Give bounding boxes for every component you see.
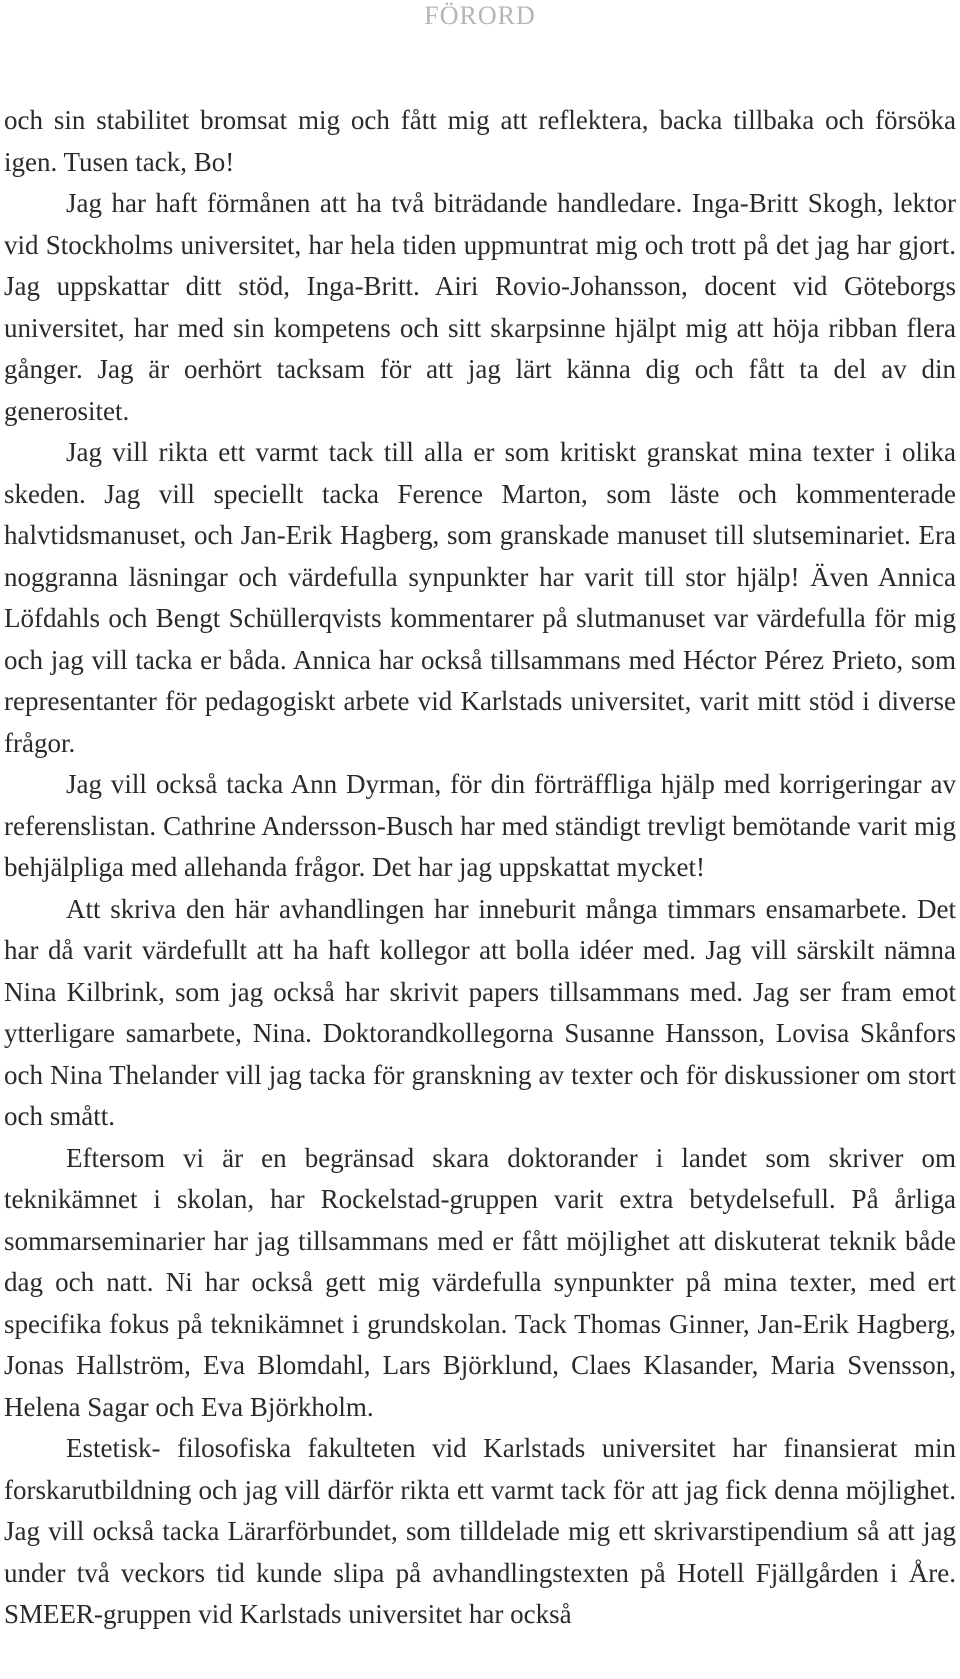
paragraph: Jag vill rikta ett varmt tack till alla er som kritiskt granskat mina texter i olika skeden. Jag vill speciellt tacka Ference Marton, som läste och kommenterade halvtidsmanuset, och Jan-Erik Hagberg, som granskade manuset till slutseminariet. Era noggranna läsningar och värdefulla synpunkter har varit till stor hjälp! Även Annica Löfdahls och Bengt Schüllerqvists kommentarer på slutmanuset var värdefulla för mig och jag vill tacka er båda. Annica har också tillsammans med Héctor Pérez Prieto, som representanter för pedagogiskt arbete vid Karlstads universitet, varit mitt stöd i diverse frågor. <box>4 437 956 758</box>
body-text <box>4 100 956 1636</box>
paragraph: Jag vill också tacka Ann Dyrman, för din förträffliga hjälp med korrigeringar av referenslistan. Cathrine Andersson-Busch har med ständigt trevligt bemötande varit mig behjälpliga med allehanda frågor. Det har jag uppskattat mycket! <box>4 769 956 882</box>
running-head: FÖRORD <box>424 1 536 30</box>
paragraph: Estetisk- filosofiska fakulteten vid Karlstads universitet har finansierat min forskarutbildning och jag vill därför rikta ett varmt tack för att jag fick denna möjlighet. Jag vill också tacka Lärarförbundet, som tilldelade mig ett skrivarstipendium så att jag under två veckors tid kunde slipa på avhandlingstexten på Hotell Fjällgården i Åre. SMEER-gruppen vid Karlstads universitet har också <box>4 1433 956 1629</box>
paragraph: Att skriva den här avhandlingen har inneburit många timmars ensamarbete. Det har då varit värdefullt att ha haft kollegor att bolla idéer med. Jag vill särskilt nämna Nina Kilbrink, som jag också har skrivit papers tillsammans med. Jag ser fram emot ytterligare samarbete, Nina. Doktorandkollegorna Susanne Hansson, Lovisa Skånfors och Nina Thelander vill jag tacka för granskning av texter och för diskussioner om stort och smått. <box>4 893 956 1131</box>
paragraph: Jag har haft förmånen att ha två biträdande handledare. Inga-Britt Skogh, lektor vid Stockholms universitet, har hela tiden uppmuntrat mig och trott på det jag har gjort. Jag uppskattar ditt stöd, Inga-Britt. Airi Rovio-Johansson, docent vid Göteborgs universitet, har med sin kompetens och sitt skarpsinne hjälpt mig att höja ribban flera gånger. Jag är oerhört tacksam för att jag lärt känna dig och fått ta del av din generositet. <box>4 188 956 426</box>
paragraph-continuation: och sin stabilitet bromsat mig och fått mig att reflektera, backa tillbaka och försöka igen. Tusen tack, Bo! <box>4 105 956 177</box>
paragraph: Eftersom vi är en begränsad skara doktorander i landet som skriver om teknikämnet i skolan, har Rockelstad-gruppen varit extra betydelsefull. På årliga sommarseminarier har jag tillsammans med er fått möjlighet att diskuterat teknik både dag och natt. Ni har också gett mig värdefulla synpunkter på mina texter, med ert specifika fokus på teknikämnet i grundskolan. Tack Thomas Ginner, Jan-Erik Hagberg, Jonas Hallström, Eva Blomdahl, Lars Björklund, Claes Klasander, Maria Svensson, Helena Sagar och Eva Björkholm. <box>4 1142 956 1422</box>
